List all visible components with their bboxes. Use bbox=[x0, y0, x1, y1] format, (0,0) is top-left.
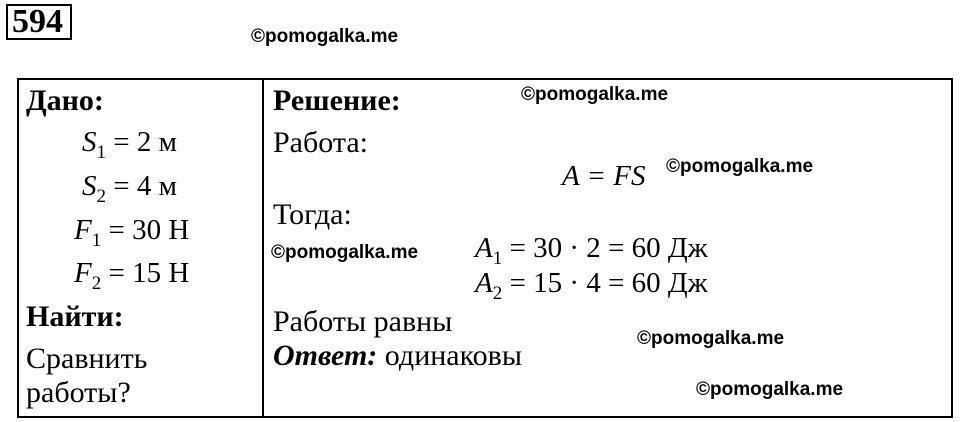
work-a2: $A_2 = 15 \cdot 4 = 60$ Дж bbox=[475, 267, 708, 304]
watermark: ©pomogalka.me bbox=[696, 379, 844, 400]
conclusion-text: Работы равны bbox=[273, 305, 453, 338]
solution-header: Решение: bbox=[273, 84, 401, 117]
column-divider bbox=[262, 78, 264, 418]
watermark: ©pomogalka.me bbox=[271, 242, 419, 263]
answer-line bbox=[273, 339, 522, 373]
watermark: ©pomogalka.me bbox=[637, 328, 785, 349]
problem-number: 594 bbox=[12, 3, 63, 40]
answer-label: Ответ: bbox=[273, 339, 378, 372]
given-header: Дано: bbox=[26, 84, 104, 117]
given-s2: $S_2 = 4$ м bbox=[82, 170, 177, 207]
find-text-line1: Сравнить bbox=[26, 342, 148, 375]
find-header: Найти: bbox=[26, 300, 124, 333]
watermark: ©pomogalka.me bbox=[521, 84, 669, 105]
problem-number-box bbox=[6, 4, 72, 40]
given-s1: $S_1 = 2$ м bbox=[82, 126, 177, 163]
given-f2: $F_2 = 15$ Н bbox=[74, 257, 190, 294]
given-f1: $F_1 = 30$ Н bbox=[74, 214, 190, 251]
watermark: ©pomogalka.me bbox=[666, 156, 814, 177]
find-text-line2: работы? bbox=[26, 376, 131, 409]
work-formula: A = FS bbox=[562, 160, 646, 192]
watermark: ©pomogalka.me bbox=[251, 26, 399, 47]
work-label: Работа: bbox=[273, 126, 368, 159]
answer-text: одинаковы bbox=[377, 339, 522, 372]
then-label: Тогда: bbox=[273, 198, 352, 231]
work-a1: $A_1 = 30 \cdot 2 = 60$ Дж bbox=[475, 232, 708, 269]
